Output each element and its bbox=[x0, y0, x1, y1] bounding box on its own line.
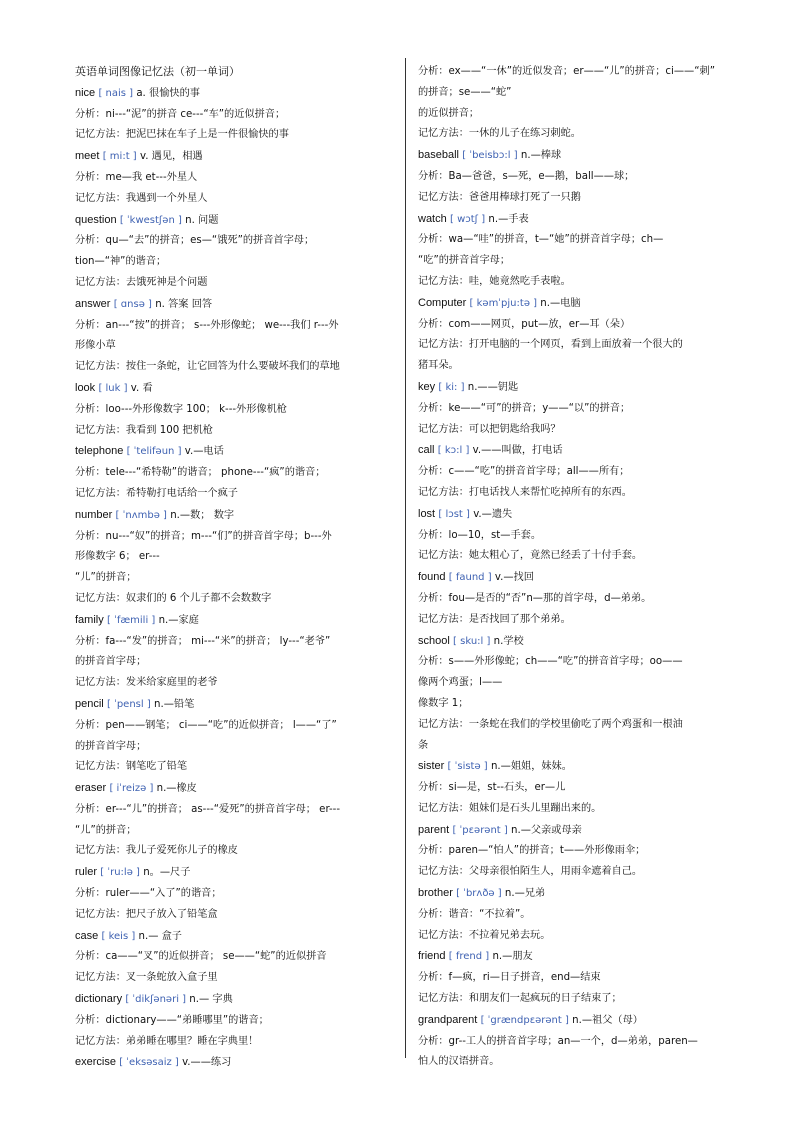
entry-word: family bbox=[75, 613, 104, 626]
column-divider bbox=[405, 58, 406, 1058]
entry-word: lost bbox=[418, 507, 436, 520]
text-line: 的拼音首字母； bbox=[75, 656, 147, 668]
entry-meaning: n.学校 bbox=[493, 635, 524, 647]
entry-word: parent bbox=[418, 823, 450, 836]
entry-phonetic: [ kəmˈpju:tə ] bbox=[469, 297, 538, 309]
text-line: 分析：ex——“一休”的近似发音；er——“儿”的拼音；ci——“刺” bbox=[418, 66, 715, 77]
entry-phonetic: [ ˈpensl ] bbox=[107, 698, 151, 710]
text-line: “儿”的拼音； bbox=[75, 572, 137, 584]
text-line: 记忆方法：和朋友们一起疯玩的日子结束了； bbox=[418, 993, 622, 1005]
entry-word: Computer bbox=[418, 296, 467, 309]
text-line: 形像小草 bbox=[75, 340, 116, 352]
text-line: 分析：loo---外形像数字 100； k---外形像机枪 bbox=[75, 403, 287, 415]
word-entry bbox=[75, 1052, 393, 1074]
text-line: 记忆方法：爸爸用棒球打死了一只鹅 bbox=[418, 191, 581, 203]
text-line: 记忆方法：去饿死神是个问题 bbox=[75, 276, 208, 288]
text-line: 记忆方法：发米给家庭里的老爷 bbox=[75, 677, 218, 689]
entry-word: sister bbox=[418, 760, 445, 773]
text-line: 分析：qu—“去”的拼音；es—“饿死”的拼音首字母； bbox=[75, 235, 315, 247]
text-line: 条 bbox=[418, 739, 429, 751]
text-line: 记忆方法：把泥巴抹在车子上是一件很愉快的事 bbox=[75, 129, 289, 141]
entry-word: number bbox=[75, 508, 113, 521]
text-line: 分析：nu---“奴”的拼音；m---“们”的拼音首字母；b---外 bbox=[75, 530, 332, 542]
text-line: 分析：fa---“发”的拼音； mi---“米”的拼音； ly---“老爷” bbox=[75, 635, 331, 647]
text-line: 分析：er---“儿”的拼音； as---“爱死”的拼音首字母； er--- bbox=[75, 803, 341, 815]
entry-phonetic: [ ˈsistə ] bbox=[447, 761, 488, 773]
text-line: 分析：paren—“怕人”的拼音；t——外形像雨伞； bbox=[418, 845, 646, 857]
entry-phonetic: [ mi:t ] bbox=[102, 151, 137, 163]
text-line: 记忆方法：我看到 100 把机枪 bbox=[75, 424, 213, 436]
text-line: 分析：ke——“可”的拼音；y——“以”的拼音； bbox=[418, 402, 631, 414]
entry-word: nice bbox=[75, 86, 96, 99]
text-line: 分析：pen——钢笔； ci——“吃”的近似拼音； l——“了” bbox=[75, 719, 337, 731]
word-entry bbox=[418, 631, 738, 653]
text-line: 分析：com——网页，put—放，er—耳（朵） bbox=[418, 318, 631, 330]
word-entry bbox=[75, 146, 393, 168]
left-column bbox=[75, 62, 393, 1074]
entry-word: meet bbox=[75, 150, 100, 163]
entry-meaning: n.—姐姐，妹妹。 bbox=[490, 761, 572, 773]
word-entry bbox=[418, 209, 738, 231]
text-line: 分析：an---“按”的拼音； s---外形像蛇； we---我们 r---外 bbox=[75, 319, 339, 331]
entry-word: dictionary bbox=[75, 993, 123, 1006]
text-line: 分析：s——外形像蛇；ch——“吃”的拼音首字母；oo—— bbox=[418, 656, 683, 668]
entry-phonetic: [ ˈnʌmbə ] bbox=[115, 509, 167, 521]
text-line: 记忆方法：可以把钥匙给我吗？ bbox=[418, 423, 561, 435]
entry-meaning: n.—朋友 bbox=[492, 951, 533, 963]
text-line: 分析：谐音：“不拉着”。 bbox=[418, 908, 531, 920]
entry-meaning: v.——练习 bbox=[182, 1057, 232, 1069]
entry-phonetic: [ lɔst ] bbox=[438, 508, 470, 520]
word-entry bbox=[75, 441, 393, 463]
entry-phonetic: [ nais ] bbox=[98, 87, 134, 99]
entry-phonetic: [ ˈbrʌðə ] bbox=[456, 888, 502, 900]
text-line: 分析：tele---“希特勒”的谐音； phone---“疯”的谐音； bbox=[75, 467, 326, 479]
entry-phonetic: [ ˈpɛərənt ] bbox=[452, 824, 508, 836]
word-entry bbox=[418, 946, 738, 968]
text-line: 记忆方法：我遇到一个外星人 bbox=[75, 192, 208, 204]
entry-meaning: v.—遗失 bbox=[473, 508, 513, 520]
entry-word: telephone bbox=[75, 445, 124, 458]
entry-phonetic: [ ˈru:lə ] bbox=[100, 867, 140, 879]
entry-word: friend bbox=[418, 950, 446, 963]
word-entry bbox=[418, 377, 738, 399]
entry-meaning: n.—祖父（母） bbox=[572, 1014, 643, 1026]
word-entry bbox=[418, 756, 738, 778]
text-line: 分析：si—是，st--石头，er—儿 bbox=[418, 782, 566, 794]
entry-phonetic: [ wɔtʃ ] bbox=[450, 213, 486, 225]
entry-meaning: n.—棒球 bbox=[520, 150, 562, 162]
text-line: 分析：gr--工人的拼音首字母；an—一个，d—弟弟，paren— bbox=[418, 1035, 698, 1047]
word-entry bbox=[418, 567, 738, 589]
entry-phonetic: [ ˈtelifəun ] bbox=[126, 446, 182, 458]
word-entry bbox=[75, 210, 393, 232]
text-line: 记忆方法：一休的儿子在练习刺蛇。 bbox=[418, 128, 581, 140]
entry-meaning: n.—兄弟 bbox=[504, 888, 546, 900]
entry-meaning: n.— 盒子 bbox=[138, 930, 182, 942]
text-line: 记忆方法：弟弟睡在哪里？睡在字典里！ bbox=[75, 1035, 259, 1047]
word-entry bbox=[75, 989, 393, 1011]
word-entry bbox=[75, 505, 393, 527]
text-line: 的近似拼音； bbox=[418, 107, 480, 119]
text-line: 像数字 1； bbox=[418, 697, 469, 709]
entry-word: eraser bbox=[75, 782, 107, 795]
text-line: 的拼音；se——“蛇” bbox=[418, 86, 512, 98]
entry-meaning: n.—数； 数字 bbox=[170, 509, 235, 521]
entry-phonetic: [ ˈeksəsaiz ] bbox=[119, 1057, 179, 1069]
entry-meaning: a. 很愉快的事 bbox=[136, 87, 200, 99]
text-line: 记忆方法：我儿子爱死你儿子的橡皮 bbox=[75, 845, 238, 857]
entry-word: ruler bbox=[75, 866, 98, 879]
text-line: 分析：fou—是否的“否”n—那的首字母，d—弟弟。 bbox=[418, 592, 652, 604]
word-entry bbox=[75, 926, 393, 948]
right-column bbox=[418, 62, 738, 1073]
word-entry bbox=[75, 378, 393, 400]
word-entry bbox=[418, 883, 738, 905]
entry-phonetic: [ ˈgrændpɛərənt ] bbox=[480, 1014, 569, 1026]
entry-meaning: v.——叫做，打电话 bbox=[472, 445, 563, 457]
text-line: 记忆方法：打开电脑的一个网页，看到上面放着一个很大的 bbox=[418, 339, 683, 351]
word-entry bbox=[75, 83, 393, 105]
entry-phonetic: [ sku:l ] bbox=[453, 635, 491, 647]
entry-phonetic: [ faund ] bbox=[448, 572, 492, 584]
text-line: 记忆方法：把尺子放入了铅笔盒 bbox=[75, 908, 218, 920]
text-line: 的拼音首字母； bbox=[75, 740, 147, 752]
entry-meaning: n. 答案 回答 bbox=[155, 298, 213, 310]
entry-phonetic: [ luk ] bbox=[98, 382, 128, 394]
text-line: 记忆方法：不拉着兄弟去玩。 bbox=[418, 929, 551, 941]
entry-phonetic: [ ˈdikʃənəri ] bbox=[125, 994, 187, 1006]
entry-phonetic: [ ˈbeisbɔ:l ] bbox=[462, 150, 518, 162]
text-line: 记忆方法：是否找回了那个弟弟。 bbox=[418, 613, 571, 625]
entry-phonetic: [ iˈreizə ] bbox=[109, 783, 154, 795]
entry-word: question bbox=[75, 213, 117, 226]
text-line: 像两个鸡蛋；l—— bbox=[418, 677, 503, 689]
entry-meaning: n.—电脑 bbox=[540, 297, 581, 309]
text-line: 记忆方法：父母亲很怕陌生人，用雨伞遮着自己。 bbox=[418, 866, 643, 878]
text-line: 记忆方法：哇，她竟然吃手表啦。 bbox=[418, 275, 571, 287]
text-line: “吃”的拼音首字母； bbox=[418, 255, 511, 267]
entry-meaning: v. 看 bbox=[130, 382, 153, 394]
text-line: 分析：Ba—爸爸，s—死，e—鹅，ball——球； bbox=[418, 170, 635, 182]
entry-meaning: n.—手表 bbox=[488, 213, 529, 225]
text-line: 分析：ni---“泥”的拼音 ce---“车”的近似拼音； bbox=[75, 108, 286, 120]
entry-meaning: v. 遇见，相遇 bbox=[139, 151, 203, 163]
text-line: 记忆方法：一条蛇在我们的学校里偷吃了两个鸡蛋和一根油 bbox=[418, 718, 683, 730]
word-entry bbox=[75, 294, 393, 316]
word-entry bbox=[75, 862, 393, 884]
text-line: 形像数字 6； er--- bbox=[75, 551, 160, 563]
entry-phonetic: [ kɔ:l ] bbox=[437, 445, 470, 457]
entry-word: exercise bbox=[75, 1056, 116, 1069]
entry-word: case bbox=[75, 929, 99, 942]
entry-meaning: v.—电话 bbox=[184, 446, 224, 458]
text-line: 分析：ca——“叉”的近似拼音； se——“蛇”的近似拼音 bbox=[75, 951, 327, 963]
entry-meaning: n.——钥匙 bbox=[467, 381, 519, 393]
text-line: “儿”的拼音； bbox=[75, 824, 137, 836]
entry-meaning: n.— 字典 bbox=[189, 994, 233, 1006]
text-line: 记忆方法：奴隶们的 6 个儿子都不会数数字 bbox=[75, 592, 272, 604]
entry-word: grandparent bbox=[418, 1013, 478, 1026]
text-line: 怕人的汉语拼音。 bbox=[418, 1056, 500, 1068]
entry-meaning: n. 问题 bbox=[185, 214, 219, 226]
entry-word: answer bbox=[75, 297, 111, 310]
entry-phonetic: [ keis ] bbox=[101, 930, 136, 942]
text-line: tion—“神”的谐音； bbox=[75, 256, 167, 268]
word-entry bbox=[418, 293, 738, 315]
entry-phonetic: [ ki: ] bbox=[438, 381, 465, 393]
text-line: 记忆方法：姐妹们是石头儿里蹦出来的。 bbox=[418, 802, 602, 814]
text-line: 记忆方法：钢笔吃了铅笔 bbox=[75, 761, 188, 773]
text-line: 记忆方法：希特勒打电话给一个疯子 bbox=[75, 487, 238, 499]
text-line: 分析：wa—“哇”的拼音，t—“她”的拼音首字母；ch— bbox=[418, 234, 664, 246]
entry-word: watch bbox=[418, 212, 447, 225]
entry-meaning: n.—家庭 bbox=[158, 614, 199, 626]
text-line: 记忆方法：叉一条蛇放入盒子里 bbox=[75, 972, 218, 984]
word-entry bbox=[75, 610, 393, 632]
entry-phonetic: [ ɑnsə ] bbox=[113, 298, 152, 310]
text-line: 记忆方法：她太粗心了，竟然已经丢了十付手套。 bbox=[418, 550, 643, 562]
word-entry bbox=[418, 1010, 738, 1032]
entry-meaning: n。—尺子 bbox=[143, 867, 191, 879]
word-entry bbox=[75, 694, 393, 716]
text-line: 分析：dictionary——“弟睡哪里”的谐音； bbox=[75, 1014, 269, 1026]
word-entry bbox=[75, 778, 393, 800]
entry-word: found bbox=[418, 571, 446, 584]
word-entry bbox=[418, 820, 738, 842]
word-entry bbox=[418, 440, 738, 462]
entry-meaning: v.—找回 bbox=[494, 572, 534, 584]
text-line: 分析：lo—10，st—手套。 bbox=[418, 529, 542, 541]
text-line: 分析：ruler——“入了”的谐音； bbox=[75, 888, 222, 900]
entry-word: pencil bbox=[75, 697, 104, 710]
text-line: 记忆方法：打电话找人来帮忙吃掉所有的东西。 bbox=[418, 486, 632, 498]
entry-word: baseball bbox=[418, 149, 459, 162]
entry-word: look bbox=[75, 381, 96, 394]
entry-phonetic: [ ˈkwestʃən ] bbox=[119, 214, 182, 226]
entry-meaning: n.—父亲或母亲 bbox=[511, 824, 582, 836]
text-line: 分析：f—疯，ri—日子拼音，end—结束 bbox=[418, 972, 601, 984]
entry-word: key bbox=[418, 380, 436, 393]
entry-word: brother bbox=[418, 887, 453, 900]
page-title: 英语单词图像记忆法（初一单词） bbox=[75, 65, 240, 78]
entry-meaning: n.—橡皮 bbox=[156, 783, 197, 795]
entry-word: call bbox=[418, 444, 435, 457]
entry-phonetic: [ ˈfæmili ] bbox=[106, 614, 156, 626]
text-line: 分析：me—我 et---外星人 bbox=[75, 171, 198, 183]
entry-word: school bbox=[418, 634, 450, 647]
entry-meaning: n.—铅笔 bbox=[154, 698, 195, 710]
text-line: 分析：c——“吃”的拼音首字母；all——所有； bbox=[418, 466, 630, 478]
text-line: 记忆方法：按住一条蛇，让它回答为什么要破坏我们的草地 bbox=[75, 361, 340, 373]
text-line: 猪耳朵。 bbox=[418, 360, 459, 372]
entry-phonetic: [ frend ] bbox=[448, 951, 490, 963]
word-entry bbox=[418, 145, 738, 167]
word-entry bbox=[418, 504, 738, 526]
